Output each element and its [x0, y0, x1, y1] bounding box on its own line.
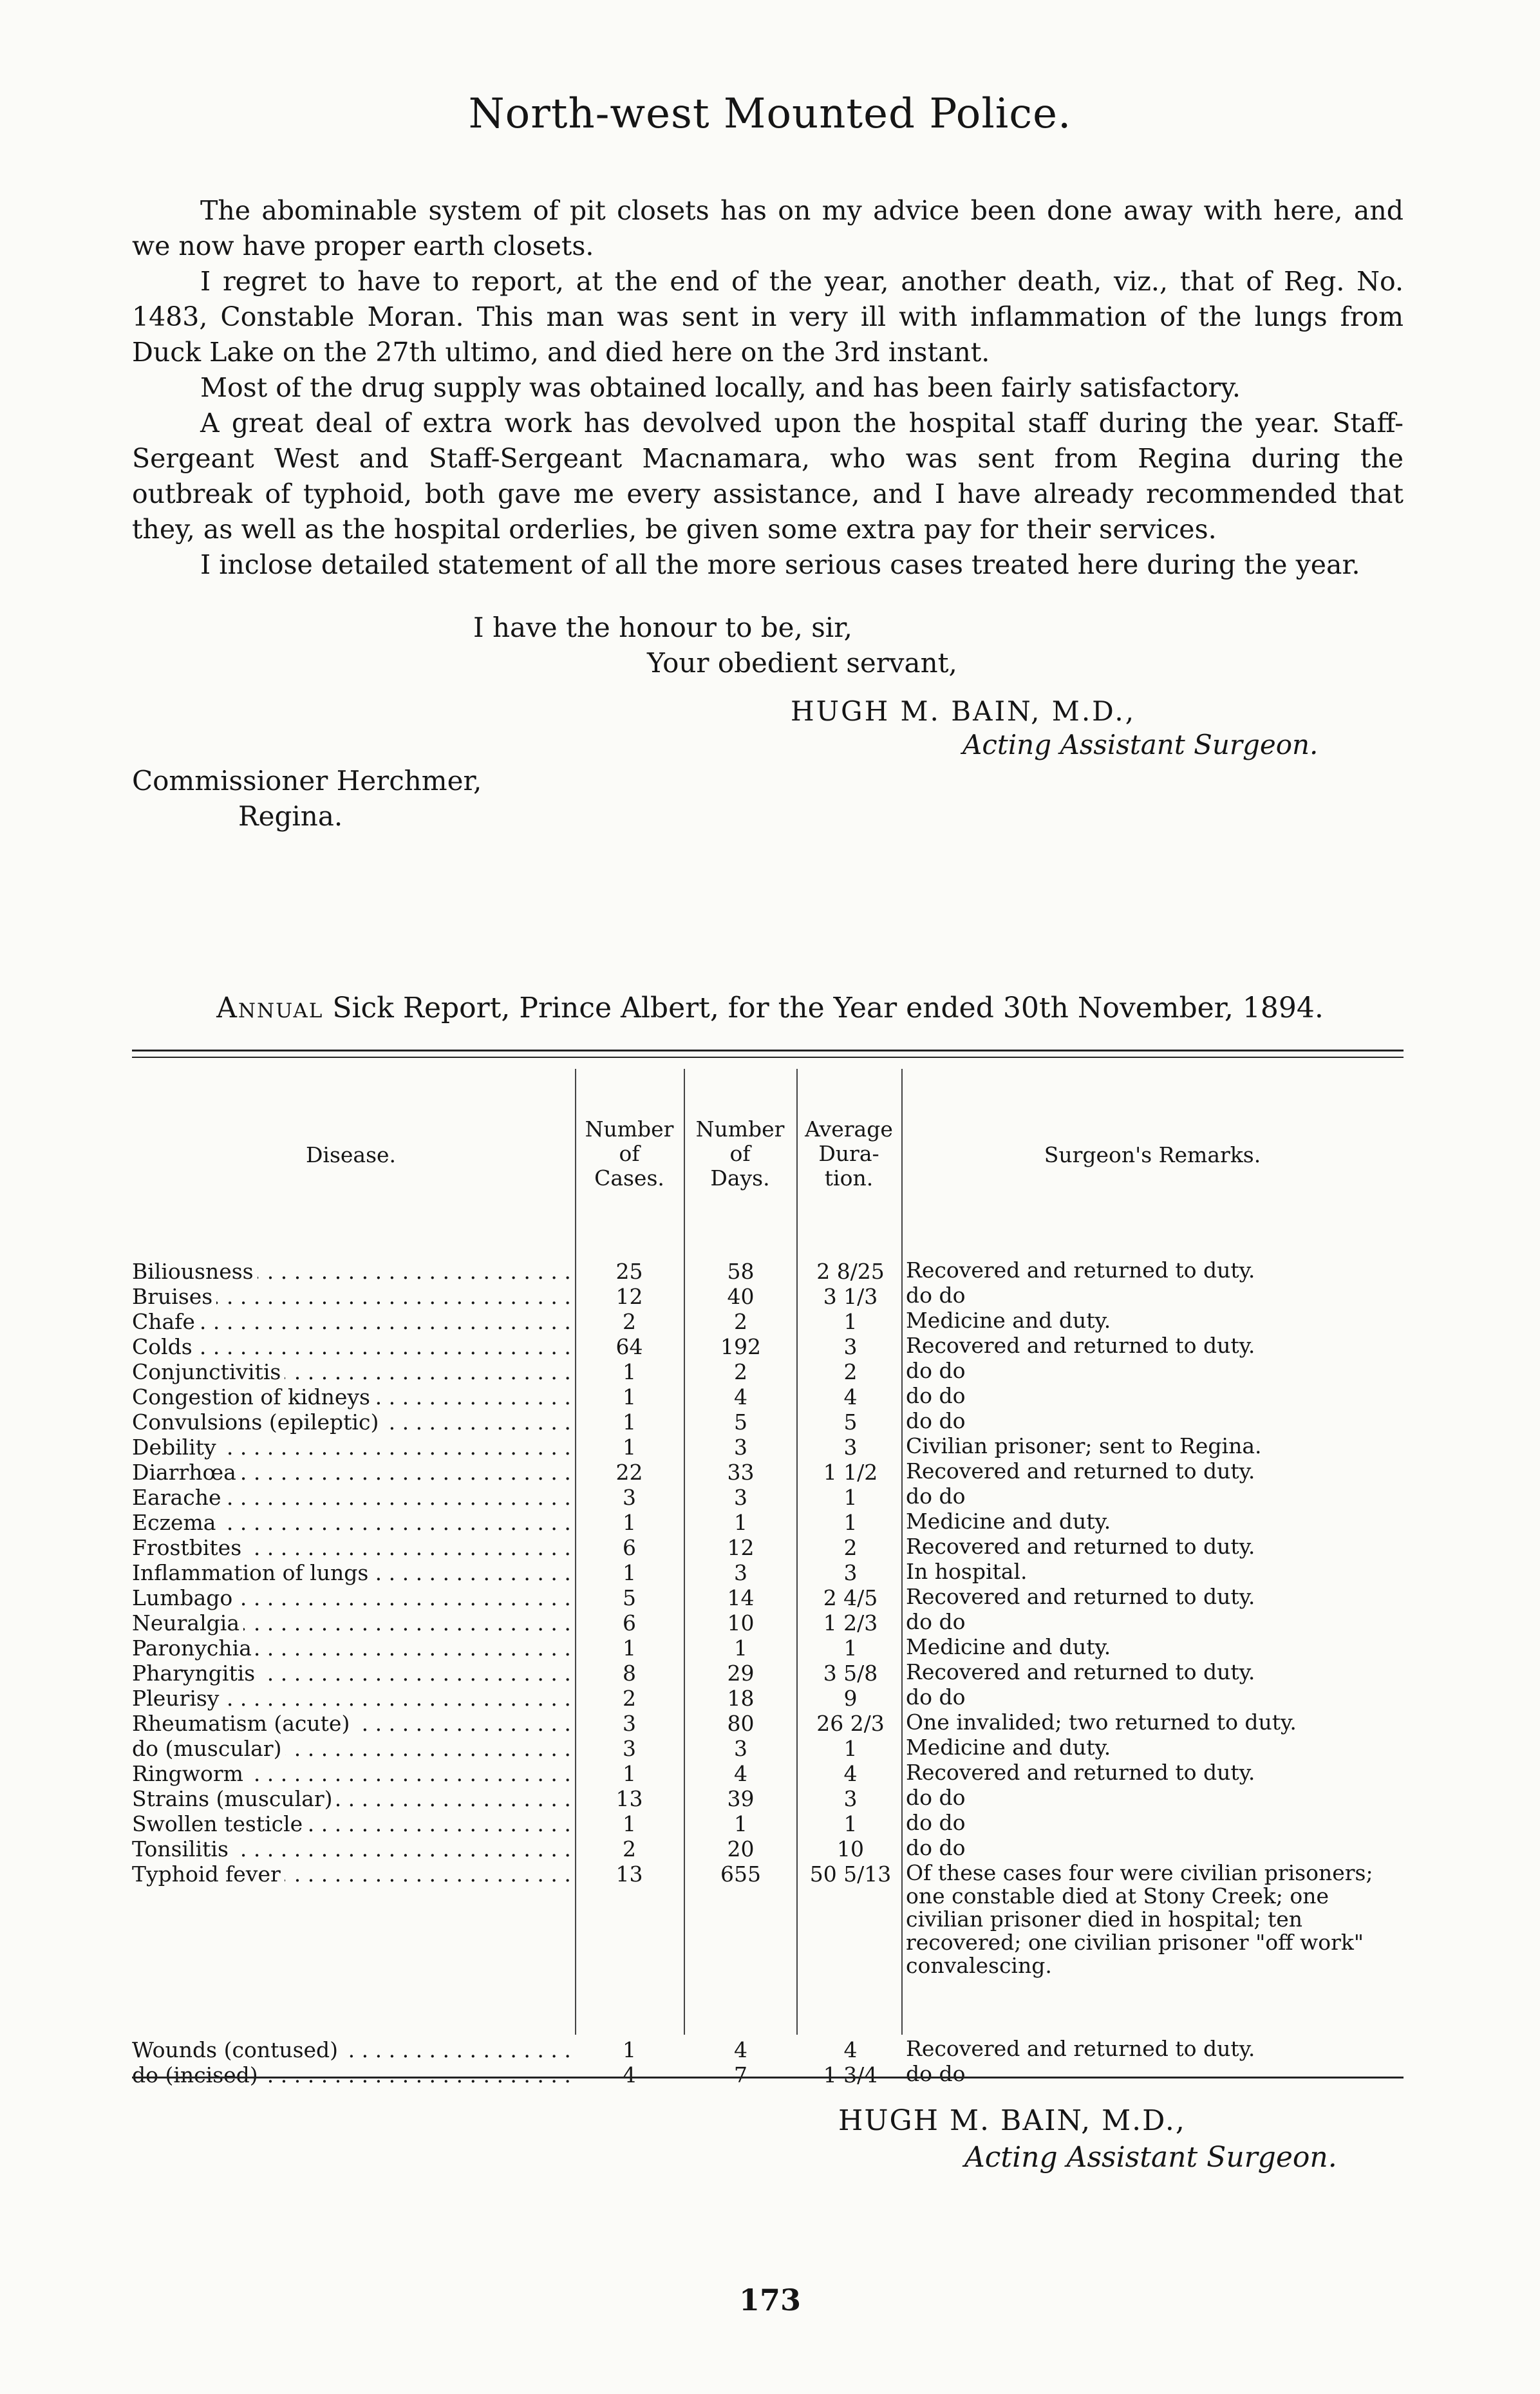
average-duration-cell: 2 — [843, 1359, 858, 1384]
remarks-cell: do do — [906, 1609, 966, 1634]
average-duration-cell: 3 — [843, 1786, 858, 1811]
disease-cell — [132, 1861, 570, 1887]
cases-cell: 1 — [623, 1635, 636, 1661]
disease-label: Typhoid fever — [132, 1861, 285, 1887]
header-line: Days. — [710, 1165, 770, 1191]
remarks-cell: Recovered and returned to duty. — [906, 1458, 1255, 1484]
disease-label: Lumbago — [132, 1585, 236, 1610]
average-duration-cell: 1 3/4 — [823, 2062, 878, 2088]
table-row — [132, 1535, 1404, 1560]
days-cell: 18 — [727, 1686, 755, 1711]
report-signature-name: HUGH M. BAIN, M.D., — [838, 2104, 1186, 2137]
days-cell: 3 — [734, 1435, 747, 1460]
letter-paragraph: I regret to have to report, at the end of the year, another death, viz., that of Reg. No. 1483, Constable Moran. This man was sent in very ill with inflammation of the lungs from Duck Lake on the 27th ultimo, and died here on the 3rd instant. — [132, 266, 1404, 368]
days-cell: 5 — [734, 1409, 747, 1435]
disease-cell — [132, 1435, 570, 1460]
column-header-days — [684, 1117, 796, 1191]
disease-cell — [132, 1585, 570, 1610]
disease-label: do (incised) — [132, 2062, 262, 2088]
days-cell: 3 — [734, 1736, 747, 1761]
average-duration-cell: 9 — [843, 1686, 858, 1711]
average-duration-cell: 26 2/3 — [816, 1711, 885, 1736]
average-duration-cell: 4 — [843, 1761, 858, 1786]
average-duration-cell: 50 5/13 — [809, 1861, 892, 1887]
table-row — [132, 1359, 1404, 1384]
average-duration-cell: 1 1/2 — [823, 1460, 878, 1485]
disease-label: do (muscular) — [132, 1736, 285, 1761]
table-row — [132, 1409, 1404, 1435]
disease-label: Diarrhœa — [132, 1460, 240, 1485]
header-line: of — [619, 1141, 640, 1166]
report-heading-smallcaps: Annual — [216, 992, 324, 1024]
page-number: 173 — [738, 2283, 802, 2317]
remarks-cell: Recovered and returned to duty. — [906, 1584, 1255, 1609]
cases-cell: 3 — [623, 1485, 636, 1510]
table-row — [132, 1786, 1404, 1811]
table-row — [132, 1585, 1404, 1610]
average-duration-cell: 4 — [843, 1384, 858, 1409]
remarks-cell: Recovered and returned to duty. — [906, 1534, 1255, 1559]
days-cell: 4 — [734, 1384, 747, 1409]
days-cell: 4 — [734, 2037, 747, 2062]
disease-label: Tonsilitis — [132, 1836, 232, 1861]
table-row — [132, 1661, 1404, 1686]
closing-line: I have the honour to be, sir, — [473, 612, 853, 643]
letter-paragraph: Most of the drug supply was obtained locally, and has been fairly satisfactory. — [200, 372, 1241, 403]
days-cell: 29 — [727, 1661, 755, 1686]
letter-paragraph: I inclose detailed statement of all the more serious cases treated here during the year. — [200, 549, 1360, 580]
days-cell: 39 — [727, 1786, 755, 1811]
remarks-cell: do do — [906, 1383, 966, 1408]
disease-cell — [132, 1409, 570, 1435]
page-title: North-west Mounted Police. — [468, 90, 1072, 138]
days-cell: 14 — [727, 1585, 755, 1610]
disease-label: Pleurisy — [132, 1686, 223, 1711]
average-duration-cell: 2 4/5 — [823, 1585, 878, 1610]
cases-cell: 5 — [623, 1585, 636, 1610]
disease-cell — [132, 1510, 570, 1535]
cases-cell: 13 — [615, 1786, 643, 1811]
disease-cell — [132, 1560, 570, 1585]
remarks-cell: do do — [906, 1283, 966, 1308]
disease-cell — [132, 1711, 570, 1736]
report-signature-title: Acting Assistant Surgeon. — [964, 2141, 1337, 2174]
table-row — [132, 1635, 1404, 1661]
table-row — [132, 1460, 1404, 1485]
disease-label: Earache — [132, 1485, 225, 1510]
average-duration-cell: 1 — [843, 1485, 858, 1510]
column-header-cases — [575, 1117, 684, 1191]
table-row — [132, 2062, 1404, 2088]
disease-label: Swollen testicle — [132, 1811, 306, 1836]
average-duration-cell: 1 — [843, 1736, 858, 1761]
average-duration-cell: 10 — [837, 1836, 864, 1861]
disease-label: Neuralgia — [132, 1610, 243, 1635]
cases-cell: 1 — [623, 1510, 636, 1535]
table-row — [132, 1686, 1404, 1711]
remarks-cell: do do — [906, 1835, 966, 1860]
disease-cell — [132, 1811, 570, 1836]
days-cell: 1 — [734, 1811, 747, 1836]
cases-cell: 1 — [623, 1435, 636, 1460]
days-cell: 1 — [734, 1635, 747, 1661]
table-row — [132, 1485, 1404, 1510]
average-duration-cell: 3 1/3 — [823, 1284, 878, 1309]
letter-paragraph: The abominable system of pit closets has on my advice been done away with here, and we now have proper earth closets. — [132, 195, 1404, 261]
disease-cell — [132, 1284, 570, 1309]
days-cell: 655 — [720, 1861, 761, 1887]
disease-label: Inflammation of lungs — [132, 1560, 372, 1585]
average-duration-cell: 1 — [843, 1811, 858, 1836]
days-cell: 3 — [734, 1485, 747, 1510]
cases-cell: 1 — [623, 2037, 636, 2062]
remarks-cell: Medicine and duty. — [906, 1509, 1111, 1534]
disease-cell — [132, 2037, 570, 2062]
column-header-remarks: Surgeon's Remarks. — [1044, 1142, 1261, 1167]
disease-label: Conjunctivitis — [132, 1359, 285, 1384]
disease-cell — [132, 1535, 570, 1560]
remarks-cell: Medicine and duty. — [906, 1735, 1111, 1760]
cases-cell: 2 — [623, 1309, 636, 1334]
letter-paragraph: A great deal of extra work has devolved upon the hospital staff during the year. Staff-Sergeant West and Staff-Sergeant Macnamara, who was sent from Regina during the outbreak of typhoid, both gave me every assistance, and I have already recommended that they, as well as the hospital orderlies, be given some extra pay for their services. — [132, 408, 1404, 545]
average-duration-cell: 1 — [843, 1635, 858, 1661]
cases-cell: 8 — [623, 1661, 636, 1686]
table-row — [132, 1510, 1404, 1535]
disease-cell — [132, 1786, 570, 1811]
column-header-disease: Disease. — [305, 1142, 397, 1167]
header-line: Dura- — [818, 1141, 879, 1166]
average-duration-cell: 5 — [843, 1409, 858, 1435]
remarks-cell: Recovered and returned to duty. — [906, 1659, 1255, 1684]
letter-signature-name: HUGH M. BAIN, M.D., — [791, 695, 1136, 727]
remarks-cell: Recovered and returned to duty. — [906, 2036, 1255, 2061]
table-row — [132, 1836, 1404, 1861]
disease-label: Chafe — [132, 1309, 199, 1334]
disease-label: Bruises — [132, 1284, 216, 1309]
disease-cell — [132, 2062, 570, 2088]
cases-cell: 6 — [623, 1610, 636, 1635]
average-duration-cell: 1 — [843, 1309, 858, 1334]
cases-cell: 1 — [623, 1811, 636, 1836]
average-duration-cell: 3 — [843, 1334, 858, 1359]
days-cell: 58 — [727, 1259, 755, 1284]
cases-cell: 1 — [623, 1409, 636, 1435]
disease-label: Eczema — [132, 1510, 220, 1535]
cases-cell: 13 — [615, 1861, 643, 1887]
remarks-cell: Of these cases four were civilian prisoners; one constable died at Stony Creek; one civilian prisoner died in hospital; ten recovered; one civilian prisoner "off work" convalescing. — [906, 1860, 1373, 1978]
disease-label: Rheumatism (acute) — [132, 1711, 353, 1736]
disease-label: Congestion of kidneys — [132, 1384, 374, 1409]
disease-label: Colds — [132, 1334, 196, 1359]
remarks-cell: Medicine and duty. — [906, 1308, 1111, 1333]
header-line: Cases. — [594, 1165, 664, 1191]
days-cell: 10 — [727, 1610, 755, 1635]
table-row — [132, 1309, 1404, 1334]
disease-cell — [132, 1836, 570, 1861]
disease-cell — [132, 1309, 570, 1334]
cases-cell: 12 — [615, 1284, 643, 1309]
disease-cell — [132, 1384, 570, 1409]
disease-cell — [132, 1485, 570, 1510]
table-row — [132, 1610, 1404, 1635]
table-row — [132, 1761, 1404, 1786]
table-row — [132, 2037, 1404, 2062]
disease-label: Biliousness — [132, 1259, 258, 1284]
remarks-cell: do do — [906, 1785, 966, 1810]
disease-label: Ringworm — [132, 1761, 247, 1786]
remarks-cell: do do — [906, 1810, 966, 1835]
column-header-duration — [796, 1117, 901, 1191]
average-duration-cell: 1 — [843, 1510, 858, 1535]
days-cell: 20 — [727, 1836, 755, 1861]
remarks-cell: Recovered and returned to duty. — [906, 1333, 1255, 1358]
closing-line: Your obedient servant, — [647, 647, 957, 679]
table-bottom-rule — [132, 2077, 1404, 2078]
table-row — [132, 1435, 1404, 1460]
cases-cell: 2 — [623, 1836, 636, 1861]
table-row — [132, 1560, 1404, 1585]
disease-cell — [132, 1460, 570, 1485]
table-row — [132, 1284, 1404, 1309]
average-duration-cell: 2 8/25 — [816, 1259, 885, 1284]
report-heading-text: Sick Report, Prince Albert, for the Year ended 30th November, 1894. — [323, 992, 1324, 1024]
addressee-name: Commissioner Herchmer, — [132, 765, 482, 796]
average-duration-cell: 3 — [843, 1560, 858, 1585]
cases-cell: 4 — [623, 2062, 636, 2088]
remarks-cell: Recovered and returned to duty. — [906, 1258, 1255, 1283]
header-line: Number — [695, 1117, 785, 1142]
disease-cell — [132, 1359, 570, 1384]
header-line: Number — [585, 1117, 674, 1142]
disease-label: Debility — [132, 1435, 220, 1460]
days-cell: 192 — [720, 1334, 761, 1359]
average-duration-cell: 3 5/8 — [823, 1661, 878, 1686]
header-line: of — [729, 1141, 751, 1166]
table-row — [132, 1736, 1404, 1761]
disease-label: Convulsions (epileptic) — [132, 1409, 382, 1435]
days-cell: 2 — [734, 1309, 747, 1334]
days-cell: 7 — [734, 2062, 747, 2088]
remarks-cell: do do — [906, 1684, 966, 1710]
addressee-place: Regina. — [238, 800, 343, 832]
table-row — [132, 1334, 1404, 1359]
disease-cell — [132, 1686, 570, 1711]
disease-label: Wounds (contused) — [132, 2037, 342, 2062]
disease-cell — [132, 1761, 570, 1786]
remarks-cell: do do — [906, 1484, 966, 1509]
remarks-cell: do do — [906, 1358, 966, 1383]
disease-cell — [132, 1736, 570, 1761]
disease-label: Pharyngitis — [132, 1661, 259, 1686]
cases-cell: 6 — [623, 1535, 636, 1560]
report-heading — [0, 992, 1540, 1024]
table-row — [132, 1811, 1404, 1836]
table-top-rule — [132, 1050, 1404, 1058]
days-cell: 1 — [734, 1510, 747, 1535]
cases-cell: 1 — [623, 1384, 636, 1409]
disease-cell — [132, 1661, 570, 1686]
remarks-cell: Recovered and returned to duty. — [906, 1760, 1255, 1785]
cases-cell: 1 — [623, 1560, 636, 1585]
cases-cell: 25 — [615, 1259, 643, 1284]
average-duration-cell: 2 — [843, 1535, 858, 1560]
letter-body — [132, 193, 1404, 583]
average-duration-cell: 4 — [843, 2037, 858, 2062]
cases-cell: 3 — [623, 1736, 636, 1761]
disease-cell — [132, 1259, 570, 1284]
disease-cell — [132, 1635, 570, 1661]
cases-cell: 22 — [615, 1460, 643, 1485]
cases-cell: 1 — [623, 1359, 636, 1384]
disease-cell — [132, 1334, 570, 1359]
remarks-cell: do do — [906, 1408, 966, 1433]
cases-cell: 3 — [623, 1711, 636, 1736]
letter-signature-title: Acting Assistant Surgeon. — [962, 729, 1319, 760]
remarks-cell: One invalided; two returned to duty. — [906, 1710, 1297, 1735]
days-cell: 4 — [734, 1761, 747, 1786]
table-row — [132, 1861, 1404, 1987]
days-cell: 80 — [727, 1711, 755, 1736]
table-row — [132, 1259, 1404, 1284]
days-cell: 40 — [727, 1284, 755, 1309]
table-row — [132, 1711, 1404, 1736]
days-cell: 2 — [734, 1359, 747, 1384]
average-duration-cell: 3 — [843, 1435, 858, 1460]
disease-label: Paronychia — [132, 1635, 256, 1661]
cases-cell: 2 — [623, 1686, 636, 1711]
sick-report-table — [132, 1259, 1404, 2088]
remarks-cell: In hospital. — [906, 1559, 1028, 1584]
cases-cell: 64 — [615, 1334, 643, 1359]
days-cell: 12 — [727, 1535, 755, 1560]
disease-label: Strains (muscular) — [132, 1786, 337, 1811]
disease-cell — [132, 1610, 570, 1635]
days-cell: 3 — [734, 1560, 747, 1585]
header-line: Average — [805, 1117, 893, 1142]
remarks-cell: do do — [906, 2061, 966, 2086]
cases-cell: 1 — [623, 1761, 636, 1786]
header-line: tion. — [824, 1165, 874, 1191]
average-duration-cell: 1 2/3 — [823, 1610, 878, 1635]
remarks-cell: Civilian prisoner; sent to Regina. — [906, 1433, 1262, 1458]
table-row — [132, 1384, 1404, 1409]
disease-label: Frostbites — [132, 1535, 245, 1560]
remarks-cell: Medicine and duty. — [906, 1634, 1111, 1659]
days-cell: 33 — [727, 1460, 755, 1485]
